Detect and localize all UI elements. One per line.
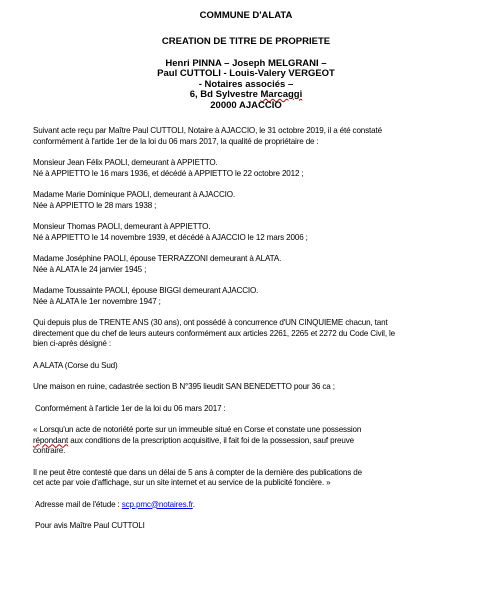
document-title: CREATION DE TITRE DE PROPRIETE	[161, 36, 331, 47]
quote-line-text: répondant aux conditions de la prescription acquisitive, il fait foi de la possession, sauf preuve	[33, 435, 354, 445]
owner-paragraph	[33, 190, 465, 211]
owner-line: Née à ALATA le 1er novembre 1947 ;	[33, 296, 161, 306]
possession-line: bien ci-après désigné :	[33, 339, 111, 348]
owner-line: Madame Marie Dominique PAOLI, demeurant à AJACCIO.	[33, 190, 235, 199]
quote-line: Il ne peut être contesté que dans un délai de 5 ans à compter de la dernière des publications de	[33, 467, 362, 477]
address-prefix: 6, Bd Sylvestre	[189, 89, 261, 101]
owner-line: Née à APPIETTO le 28 mars 1938 ;	[33, 200, 157, 210]
owner-line: Né à APPIETTO le 14 novembre 1939, et décédé à AJACCIO le 12 mars 2006 ;	[33, 232, 308, 242]
intro-line: conformément à l'artide 1er de la loi du 06 mars 2017, la qualité de propriétaire de :	[33, 136, 319, 146]
quote-line: « Lorsqu'un acte de notoriété porte sur un immeuble situé en Corse et constate une possession	[33, 425, 362, 434]
commune-heading: COMMUNE D'ALATA	[199, 10, 293, 21]
signature-line: Pour avis Maître Paul CUTTOLI	[35, 521, 145, 530]
intro-line: Suivant acte reçu par Maître Paul CUTTOLI, Notaire à AJACCIO, le 31 octobre 2019, il a été constaté	[33, 126, 382, 135]
location-line: A ALATA (Corse du Sud)	[33, 360, 118, 370]
notaires-line-3: - Notaires associés –	[198, 78, 294, 90]
conformement-paragraph	[33, 404, 465, 415]
owner-line: Madame Toussainte PAOLI, épouse BIGGI demeurant AJACCIO.	[33, 286, 259, 295]
notaires-block	[0, 59, 492, 111]
owner-line: Monsieur Jean Félix PAOLI, demeurant à APPIETTO.	[33, 158, 218, 167]
notaires-line-1: Henri PINNA – Joseph MELGRANI –	[165, 58, 327, 69]
owner-paragraph	[33, 222, 465, 243]
owner-paragraph	[33, 254, 465, 275]
intro-paragraph	[33, 126, 465, 147]
possession-line: directement que du chef de leurs auteurs conformément aux articles 2261, 2265 et 2272 du Code Civil, le	[33, 328, 396, 338]
property-line: Une maison en ruine, cadastrée section B N°395 lieudit SAN BENEDETTO pour 36 ca ;	[33, 382, 335, 391]
owner-paragraph	[33, 158, 465, 179]
quote-line	[33, 436, 465, 447]
notice-body	[33, 126, 465, 543]
possession-line: Qui depuis plus de TRENTE ANS (30 ans), ont possédé à concurrence d'UN CINQUIEME chacun, tant	[33, 318, 388, 327]
address-street: Marcaggi	[260, 89, 303, 101]
mail-line	[35, 500, 465, 511]
possession-paragraph	[33, 318, 465, 350]
quote-line: contraire.	[33, 446, 66, 455]
conformement-line: Conformément à l'article 1er de la loi du 06 mars 2017 :	[35, 403, 226, 413]
location-paragraph	[33, 361, 465, 372]
mail-suffix: .	[192, 499, 195, 509]
owner-line: Monsieur Thomas PAOLI, demeurant à APPIETTO.	[33, 222, 211, 231]
notaires-address	[0, 90, 492, 100]
owner-line: Né à APPIETTO le 16 mars 1936, et décédé à APPIETTO le 22 octobre 2012 ;	[33, 168, 304, 178]
notaires-city: 20000 AJACCIO	[210, 99, 282, 111]
quote-paragraph	[33, 425, 465, 457]
mail-paragraph	[33, 500, 465, 511]
quote-paragraph	[33, 468, 465, 489]
property-paragraph	[33, 382, 465, 393]
mail-label: Adresse mail de l'étude :	[35, 499, 122, 509]
owner-line: Madame Joséphine PAOLI, épouse TERRAZZONI demeurant à ALATA.	[33, 254, 282, 263]
owner-line: Née à ALATA le 24 janvier 1945 ;	[33, 264, 147, 274]
signature-paragraph	[33, 521, 465, 532]
owner-paragraph	[33, 286, 465, 307]
quote-line: cet acte par voie d'affichage, sur un site internet et au service de la publicité foncière. »	[33, 478, 331, 487]
mail-link[interactable]: scp.pmc@notaires.fr	[121, 499, 193, 509]
notaires-line-2: Paul CUTTOLI - Louis-Valery VERGEOT	[157, 68, 335, 80]
